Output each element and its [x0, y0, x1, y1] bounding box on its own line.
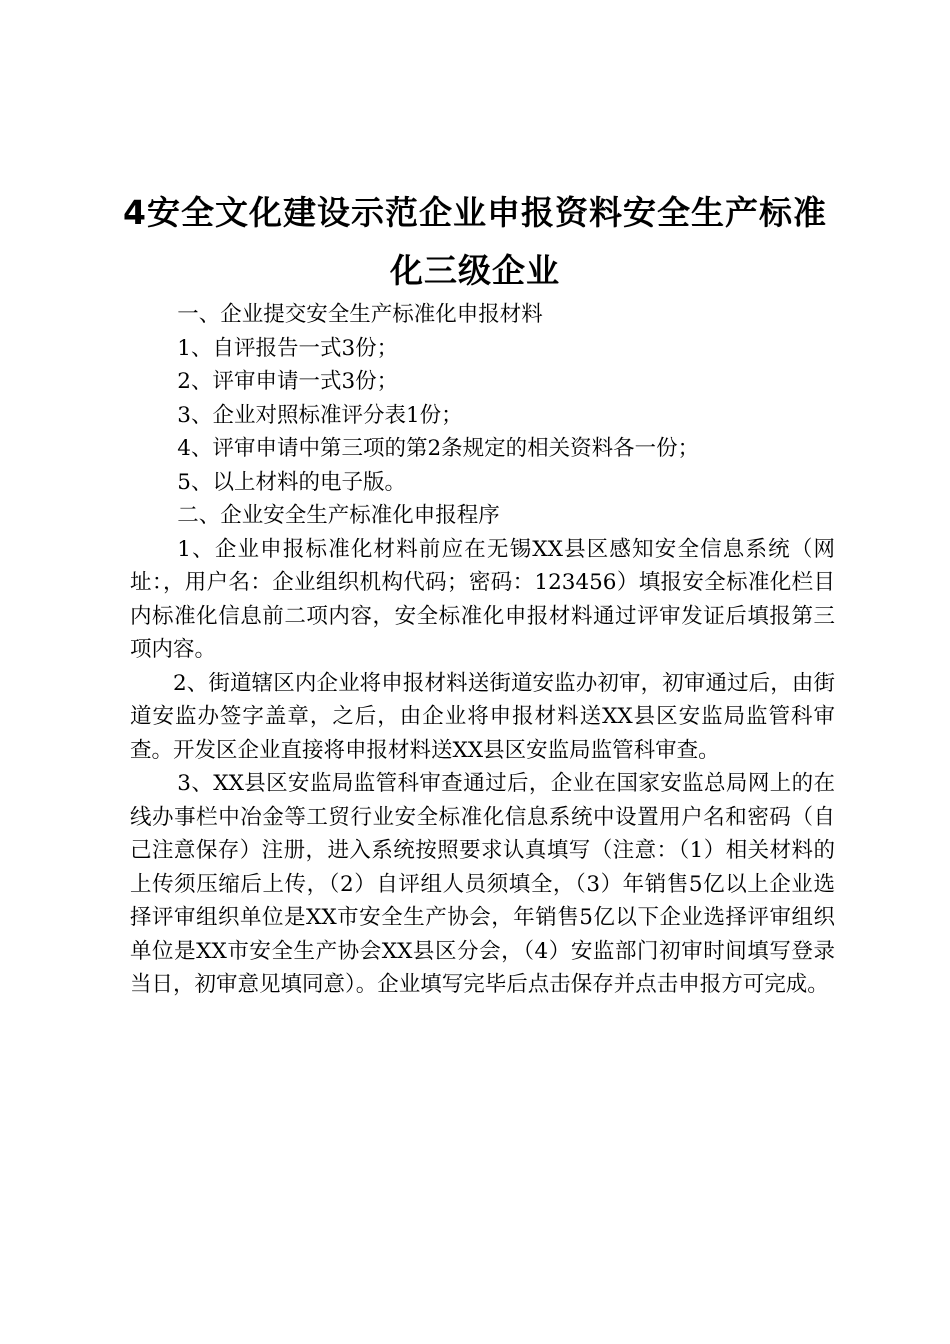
list-item: 5、以上材料的电子版。	[177, 469, 406, 495]
procedure-paragraph-1: 1、企业申报标准化材料前应在无锡XX县区感知安全信息系统（网址：，用户名：企业组织机构代码；密码：123456）填报安全标准化栏目内标准化信息前二项内容，安全标准化申报材料通过评审发证后填报第三项内容。	[130, 536, 835, 662]
list-item: 2、评审申请一式3份；	[177, 369, 399, 394]
list-item: 1、自评报告一式3份；	[177, 335, 399, 361]
list-item: 3、企业对照标准评分表1份；	[177, 402, 463, 428]
document-title: 4安全文化建设示范企业申报资料安全生产标准化三级企业	[123, 193, 827, 290]
procedure-paragraph-2: 2、街道辖区内企业将申报材料送街道安监办初审，初审通过后，由街道安监办签字盖章，之后，由企业将申报材料送XX县区安监局监管科审查。开发区企业直接将申报材料送XX县区安监局监管科审查。	[130, 670, 835, 763]
procedure-paragraph-3: 3、XX县区安监局监管科审查通过后，企业在国家安监总局网上的在线办事栏中冶金等工贸行业安全标准化信息系统中设置用户名和密码（自己注意保存）注册，进入系统按照要求认真填写（注意：（1）相关材料的上传须压缩后上传，（2）自评组人员须填全，（3）年销售5亿以上企业选择评审组织单位是XX市安全生产协会，年销售5亿以下企业选择评审组织单位是XX市安全生产协会XX县区分会，（4）安监部门初审时间填写登录当日，初审意见填同意）。企业填写完毕后点击保存并点击申报方可完成。	[130, 771, 835, 997]
section-heading-1: 一、企业提交安全生产标准化申报材料	[177, 302, 543, 327]
list-item: 4、评审申请中第三项的第2条规定的相关资料各一份；	[177, 436, 700, 461]
document-body	[130, 298, 835, 1002]
section-heading-2: 二、企业安全生产标准化申报程序	[177, 503, 500, 528]
